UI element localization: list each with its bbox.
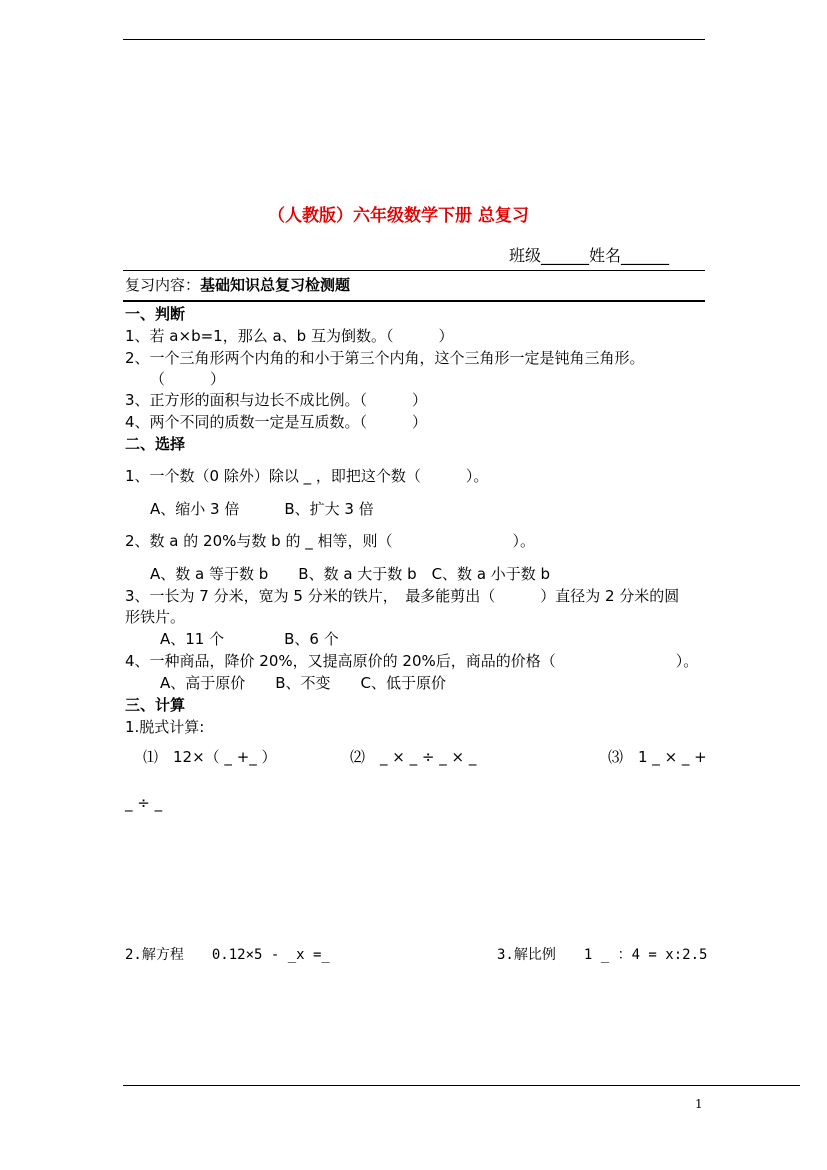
review-label: 复习内容：: [125, 276, 201, 294]
s2-question-1-options: A、缩小 3 倍 B、扩大 3 倍: [150, 500, 374, 518]
class-name-field: 班级______姓名______: [509, 246, 670, 265]
s1-question-3: 3、正方形的面积与边长不成比例。（ ）: [125, 391, 428, 409]
s1-question-1: 1、若 a×b=1，那么 a、b 互为倒数。（ ）: [125, 327, 454, 345]
s3-sub-3-proportion: 3.解比例 1 _ ：4 = x:2.5: [497, 947, 708, 963]
s1-question-4: 4、两个不同的质数一定是互质数。（ ）: [125, 413, 428, 431]
s3-expression-2: ⑵ _ × _ ÷ _ × _: [350, 748, 477, 766]
rule-above-review: [123, 270, 705, 271]
s2-question-3-options: A、11 个 B、6 个: [160, 630, 339, 648]
section-2-heading: 二、选择: [125, 435, 186, 453]
s3-sub-2-equation: 2.解方程 0.12×5 - _x =_: [125, 947, 330, 963]
s2-question-1: 1、一个数（0 除外）除以 _ ，即把这个数（ ）。: [125, 467, 489, 485]
review-line: [125, 276, 350, 294]
s2-question-2: 2、数 a 的 20%与数 b 的 _ 相等，则（ ）。: [125, 532, 535, 550]
s2-question-3-cont: 形铁片。: [125, 608, 186, 626]
section-1-heading: 一、判断: [125, 305, 186, 323]
page-title: （人教版）六年级数学下册 总复习: [268, 206, 529, 226]
s2-question-3: 3、一长为 7 分米，宽为 5 分米的铁片， 最多能剪出（ ）直径为 2 分米的圆: [125, 587, 680, 605]
s3-expression-1: ⑴ 12×（ _ +_ ）: [143, 748, 277, 766]
s2-question-4: 4、一种商品，降价 20%，又提高原价的 20%后，商品的价格（ ）。: [125, 652, 699, 670]
review-topic: 基础知识总复习检测题: [200, 276, 351, 294]
header-rule: [123, 39, 705, 40]
rule-below-review: [123, 300, 705, 302]
s3-sub-1: 1.脱式计算:: [125, 718, 205, 736]
footer-rule: [123, 1085, 800, 1086]
s2-question-2-options: A、数 a 等于数 b B、数 a 大于数 b C、数 a 小于数 b: [150, 565, 551, 583]
s1-question-2-blank: （ ）: [150, 370, 226, 388]
s1-question-2: 2、一个三角形两个内角的和小于第三个内角，这个三角形一定是钝角三角形。: [125, 349, 645, 367]
s3-expression-3: ⑶ 1 _ × _ +: [608, 748, 707, 766]
s3-expression-3-cont: _ ÷ _: [125, 794, 163, 812]
s2-question-4-options: A、高于原价 B、不变 C、低于原价: [160, 674, 447, 692]
section-3-heading: 三、计算: [125, 696, 186, 714]
page-number: 1: [695, 1097, 703, 1111]
